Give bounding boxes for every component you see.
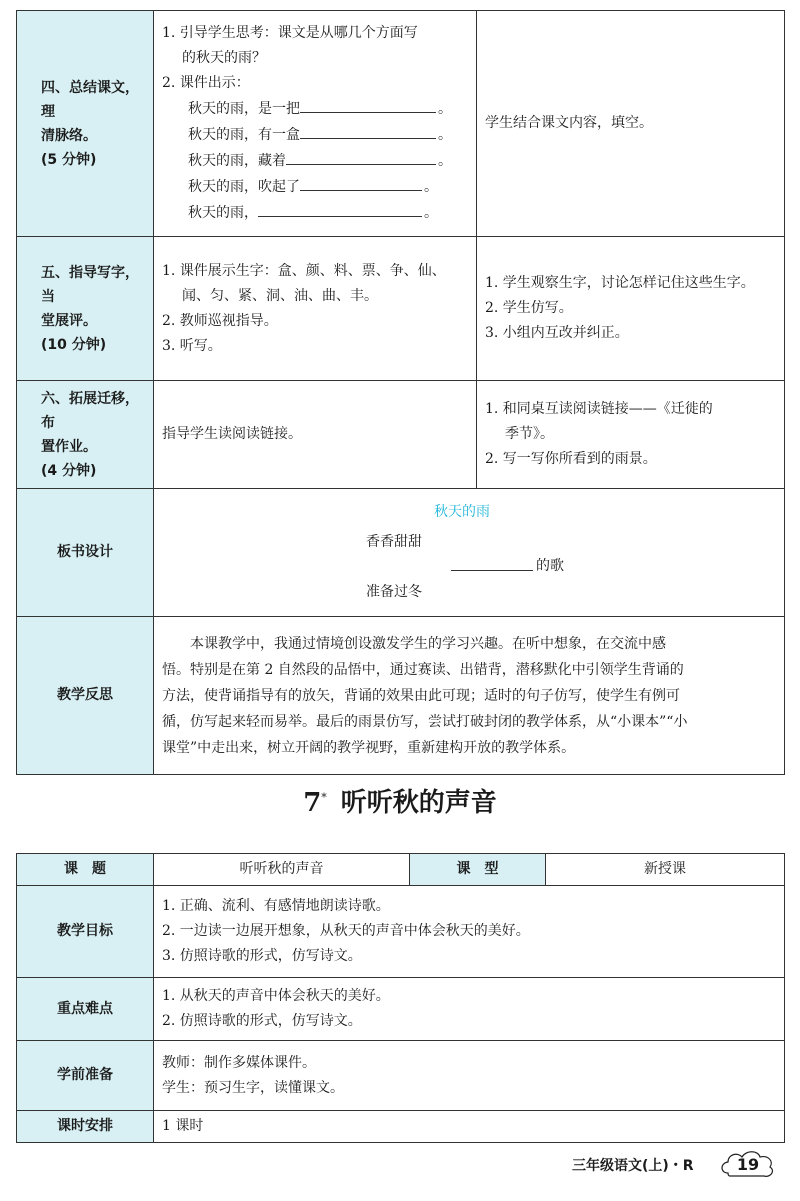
- fill-text: 秋天的雨，藏着: [188, 153, 286, 169]
- book-label: 三年级语文(上)・R: [572, 1158, 694, 1174]
- type-label: 课 型: [410, 854, 546, 886]
- reflection-line: 悟。特别是在第 2 自然段的品悟中，通过赛读、出错背，潜移默化中引领学生背诵的: [162, 661, 684, 678]
- page-number-text: 19: [736, 1154, 760, 1174]
- board-design: [154, 489, 785, 617]
- prep-label: 学前准备: [17, 1041, 154, 1111]
- key-list: [154, 978, 785, 1041]
- fill-end: 。: [438, 101, 452, 117]
- activity-line: 2. 教师巡视指导。: [162, 312, 278, 329]
- reflection-line: 本课教学中，我通过情境创设激发学生的学习兴趣。在听中想象，在交流中感: [190, 635, 666, 652]
- teacher-activity: [154, 11, 477, 237]
- label-line: 六、拓展迁移，布: [41, 390, 139, 431]
- activity-line: 2. 学生仿写。: [485, 300, 573, 316]
- reflection-label: 教学反思: [17, 617, 154, 775]
- table-row: [17, 1111, 785, 1143]
- activity-line: 2. 课件出示：: [162, 75, 250, 91]
- table-row: [17, 381, 785, 489]
- teacher-activity: 指导学生读阅读链接。: [154, 381, 477, 489]
- topic-label: 课 题: [17, 854, 154, 886]
- step-label: [17, 237, 154, 381]
- fill-text: 秋天的雨，吹起了: [188, 179, 300, 195]
- lesson-heading: [0, 782, 800, 819]
- table-row: [17, 617, 785, 775]
- student-activity: [477, 381, 785, 489]
- board-line: 的歌: [536, 557, 564, 574]
- fill-end: 。: [438, 127, 452, 143]
- fill-end: 。: [424, 205, 438, 221]
- activity-line: 的秋天的雨？: [182, 50, 266, 66]
- goal-item: 3. 仿照诗歌的形式，仿写诗文。: [162, 948, 362, 964]
- fill-text: 秋天的雨，有一盒: [188, 127, 300, 143]
- fill-end: 。: [424, 179, 438, 195]
- table-row: [17, 886, 785, 978]
- table-row: [17, 854, 785, 886]
- board-label: 板书设计: [17, 489, 154, 617]
- reflection-line: 方法，使背诵指导有的放矢，背诵的效果由此可现；适时的句子仿写，使学生有例可: [162, 687, 680, 704]
- fill-line: [162, 122, 468, 148]
- goals-list: [154, 886, 785, 978]
- activity-line: 闻、匀、紧、洞、油、曲、丰。: [182, 287, 378, 304]
- prep-item: 学生：预习生字，读懂课文。: [162, 1079, 344, 1096]
- page-number: [718, 1147, 778, 1181]
- type-value: 新授课: [546, 854, 785, 886]
- fill-blank: [300, 96, 436, 113]
- goals-label: 教学目标: [17, 886, 154, 978]
- fill-line: [162, 174, 468, 200]
- fill-text: 秋天的雨，: [188, 205, 258, 221]
- activity-line: 1. 课件展示生字：盒、颜、料、票、争、仙、: [162, 262, 446, 279]
- label-line: 堂展评。: [41, 312, 97, 329]
- prep-item: 教师：制作多媒体课件。: [162, 1054, 316, 1071]
- reflection-text: [154, 617, 785, 775]
- activity-line: 3. 小组内互改并纠正。: [485, 325, 629, 341]
- fill-line: [162, 200, 468, 226]
- table-row: [17, 1041, 785, 1111]
- activity-line: 季节》。: [505, 426, 554, 442]
- board-title: 秋天的雨: [434, 503, 490, 520]
- label-line: 置作业。: [41, 438, 97, 455]
- topic-value: 听听秋的声音: [154, 854, 410, 886]
- step-label: [17, 11, 154, 237]
- label-line: 清脉络。: [41, 127, 97, 144]
- lesson-title: 听听秋的声音: [340, 788, 497, 818]
- table-row: [17, 978, 785, 1041]
- label-line: 五、指导写字，当: [41, 264, 139, 305]
- fill-text: 秋天的雨，是一把: [188, 101, 300, 117]
- student-activity: 学生结合课文内容，填空。: [477, 11, 785, 237]
- lesson-plan-table: [16, 10, 785, 775]
- key-label: 重点难点: [17, 978, 154, 1041]
- reflection-line: 循，仿写起来轻而易举。最后的雨景仿写，尝试打破封闭的教学体系，从“小课本”“小: [162, 713, 688, 730]
- fill-end: 。: [438, 153, 452, 169]
- lesson-mark: *: [321, 791, 327, 805]
- label-line: (4 分钟): [41, 462, 97, 479]
- time-value: 1 课时: [154, 1111, 785, 1143]
- table-row: [17, 11, 785, 237]
- fill-blank: [286, 148, 436, 165]
- key-item: 2. 仿照诗歌的形式，仿写诗文。: [162, 1013, 362, 1029]
- step-label: [17, 381, 154, 489]
- activity-line: 1. 和同桌互读阅读链接——《迁徙的: [485, 401, 713, 417]
- fill-line: [162, 96, 468, 122]
- time-label: 课时安排: [17, 1111, 154, 1143]
- key-item: 1. 从秋天的声音中体会秋天的美好。: [162, 988, 390, 1004]
- activity-line: 1. 学生观察生字，讨论怎样记住这些生字。: [485, 275, 755, 291]
- table-row: [17, 489, 785, 617]
- board-line: 香香甜甜: [366, 533, 422, 550]
- label-line: (5 分钟): [41, 151, 97, 168]
- fill-line: [162, 148, 468, 174]
- board-blank: [451, 554, 533, 571]
- activity-line: 3. 听写。: [162, 337, 222, 354]
- goal-item: 1. 正确、流利、有感情地朗读诗歌。: [162, 898, 390, 914]
- fill-blank: [258, 200, 422, 217]
- fill-blank: [300, 122, 436, 139]
- activity-line: 1. 引导学生思考：课文是从哪几个方面写: [162, 25, 418, 41]
- student-activity: [477, 237, 785, 381]
- label-line: 四、总结课文，理: [41, 79, 139, 120]
- lesson-number: 7: [303, 788, 322, 818]
- goal-item: 2. 一边读一边展开想象，从秋天的声音中体会秋天的美好。: [162, 923, 530, 939]
- prep-list: [154, 1041, 785, 1111]
- label-line: (10 分钟): [41, 336, 107, 353]
- fill-blank: [300, 174, 422, 191]
- activity-line: 2. 写一写你所看到的雨景。: [485, 451, 657, 467]
- board-line: 准备过冬: [366, 583, 422, 600]
- lesson-info-table: [16, 853, 785, 1143]
- reflection-line: 课堂”中走出来，树立开阔的教学视野，重新建构开放的教学体系。: [162, 739, 576, 756]
- teacher-activity: [154, 237, 477, 381]
- table-row: [17, 237, 785, 381]
